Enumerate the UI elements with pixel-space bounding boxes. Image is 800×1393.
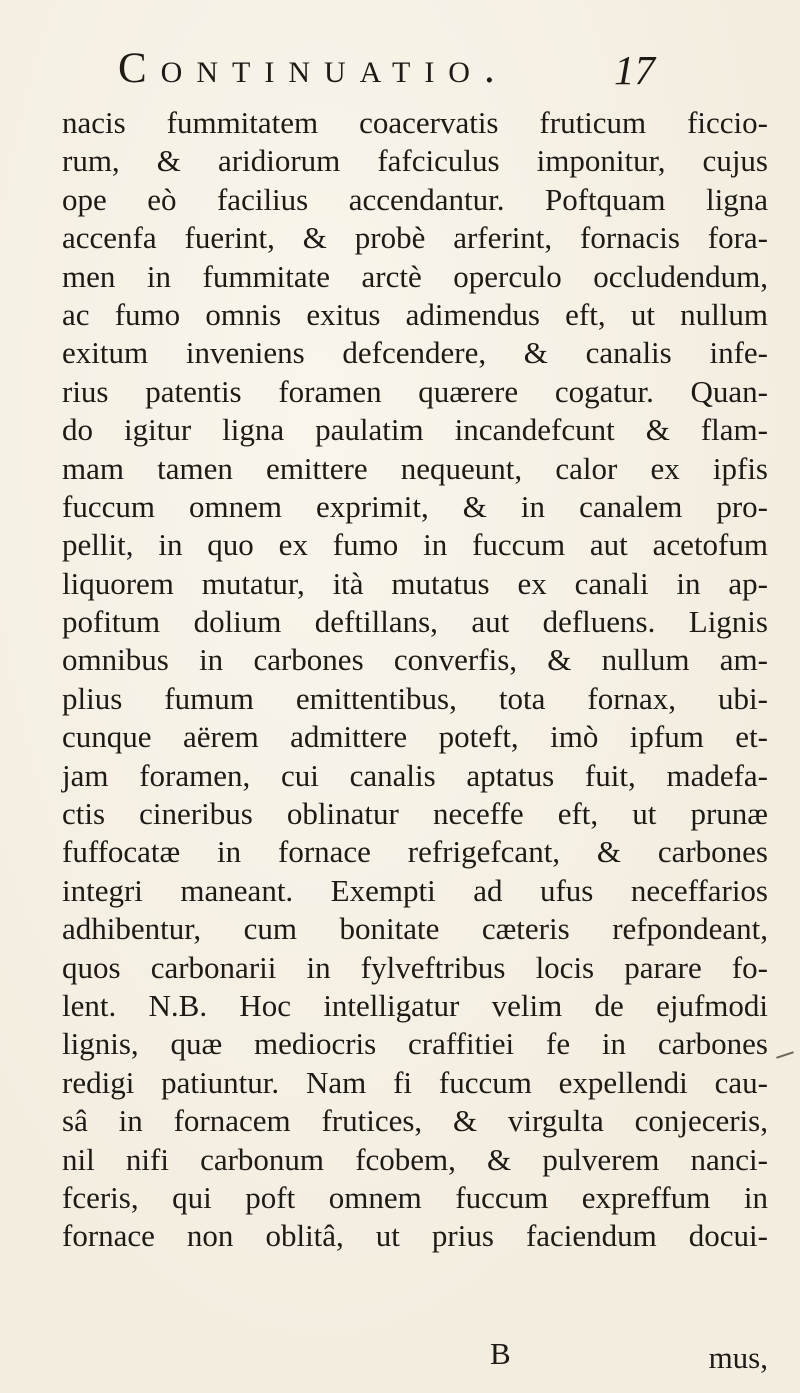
text-line: ac fumo omnis exitus adimendus eft, ut nullum: [62, 296, 768, 332]
text-line: rum, & aridiorum fafciculus imponitur, cujus: [62, 143, 768, 179]
page-number: 17: [614, 47, 655, 93]
text-line: omnibus in carbones converfis, & nullum am-: [62, 642, 768, 678]
text-line: plius fumum emittentibus, tota fornax, ubi-: [62, 680, 768, 716]
text-line: nil nifi carbonum fcobem, & pulverem nanci-: [62, 1141, 768, 1177]
text-line: exitum inveniens defcendere, & canalis infe-: [62, 335, 768, 371]
text-line: do igitur ligna paulatim incandefcunt & flam-: [62, 412, 768, 448]
page-footer: [62, 1336, 768, 1376]
text-line: pofitum dolium deftillans, aut defluens. Lignis: [62, 604, 768, 640]
text-line: rius patentis foramen quærere cogatur. Quan-: [62, 373, 768, 409]
text-line: accenfa fuerint, & probè arferint, fornacis fora-: [62, 220, 768, 256]
signature-mark: B: [490, 1336, 511, 1371]
running-title: Continuatio.: [118, 45, 509, 92]
text-line: liquorem mutatur, ità mutatus ex canali in ap-: [62, 565, 768, 601]
text-line: adhibentur, cum bonitate cæteris refpondeant,: [62, 911, 768, 947]
text-line: jam foramen, cui canalis aptatus fuit, madefa-: [62, 757, 768, 793]
text-line: ctis cineribus oblinatur neceffe eft, ut prunæ: [62, 796, 768, 832]
text-line: ope eò facilius accendantur. Poftquam ligna: [62, 181, 768, 217]
text-line: fuffocatæ in fornace refrigefcant, & carbones: [62, 834, 768, 870]
margin-mark: [776, 1051, 794, 1058]
text-line: men in fummitate arctè operculo occludendum,: [62, 258, 768, 294]
page-header: [118, 44, 718, 94]
text-line: pellit, in quo ex fumo in fuccum aut acetofum: [62, 527, 768, 563]
catchword: mus,: [708, 1340, 768, 1375]
body-text: [62, 104, 768, 1256]
text-line: fuccum omnem exprimit, & in canalem pro-: [62, 488, 768, 524]
text-line: nacis fummitatem coacervatis fruticum ficcio-: [62, 105, 768, 140]
text-line: cunque aërem admittere poteft, imò ipfum et-: [62, 719, 768, 755]
text-line: sâ in fornacem frutices, & virgulta conjeceris,: [62, 1103, 768, 1139]
text-line: integri maneant. Exempti ad ufus neceffarios: [62, 872, 768, 908]
text-line: mam tamen emittere nequeunt, calor ex ipfis: [62, 450, 768, 486]
text-line: quos carbonarii in fylveftribus locis parare fo-: [62, 949, 768, 985]
text-line: fceris, qui poft omnem fuccum expreffum in: [62, 1179, 768, 1215]
text-line: fornace non oblitâ, ut prius faciendum docui-: [62, 1218, 768, 1254]
text-line: redigi patiuntur. Nam fi fuccum expellendi cau-: [62, 1064, 768, 1100]
text-line: lent. N.B. Hoc intelligatur velim de ejufmodi: [62, 987, 768, 1023]
text-line: lignis, quæ mediocris craffitiei fe in carbones: [62, 1026, 768, 1062]
